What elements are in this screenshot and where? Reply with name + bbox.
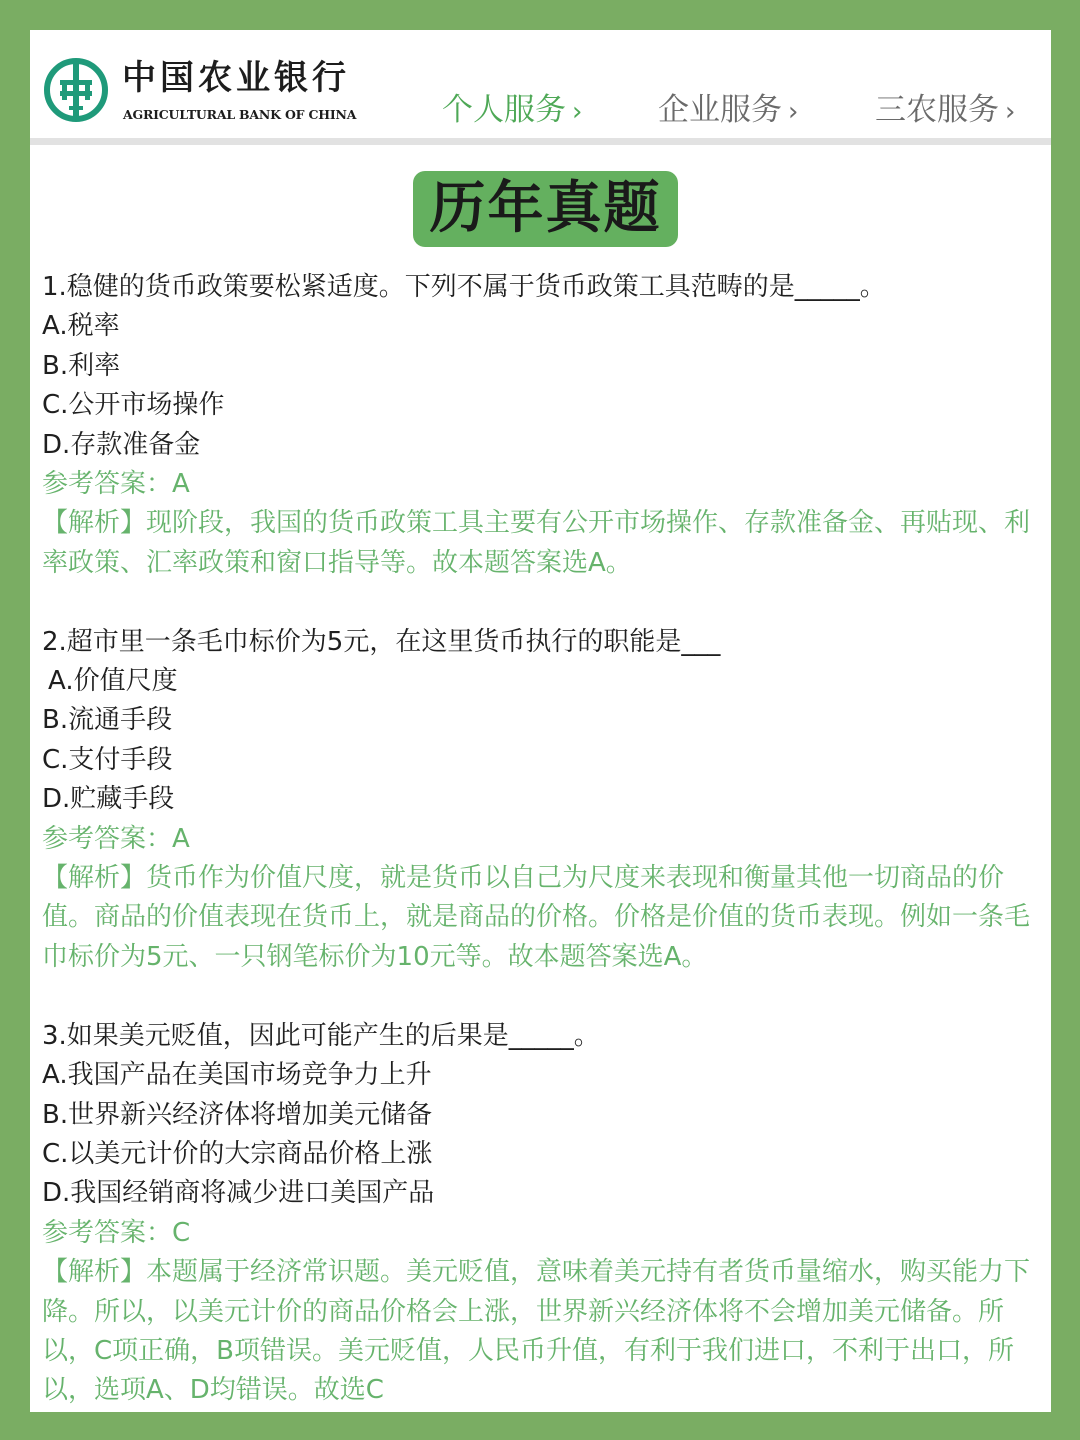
nav-rural-services[interactable] — [875, 90, 1015, 132]
reference-answer: 参考答案：A — [42, 469, 190, 500]
abc-logo-icon — [44, 58, 108, 122]
option-a: A.我国产品在美国市场竞争力上升 — [42, 1060, 432, 1091]
spacer — [42, 583, 1042, 622]
option-d: D.存款准备金 — [42, 429, 201, 460]
header — [30, 30, 1051, 140]
option-b: B.世界新兴经济体将增加美元储备 — [42, 1099, 433, 1130]
nav-label: 个人服务 — [442, 92, 566, 128]
content-card — [30, 30, 1051, 1412]
chevron-right-icon: › — [572, 97, 583, 127]
question-list — [42, 268, 1042, 1411]
nav-label: 企业服务 — [658, 92, 782, 128]
spacer — [42, 977, 1042, 1016]
analysis-text: 【解析】货币作为价值尺度，就是货币以自己为尺度来表现和衡量其他一切商品的价值。商品的价值表现在货币上，就是商品的价格。价格是价值的货币表现。例如一条毛巾标价为5元、一只钢笔标价为10元等。故本题答案选A。 — [42, 863, 1031, 972]
page-title: 历年真题 — [413, 171, 678, 247]
option-d: D.贮藏手段 — [42, 784, 175, 815]
option-a: A.税率 — [42, 311, 120, 342]
chevron-right-icon: › — [1005, 97, 1016, 127]
bank-name-cn: 中国农业银行 — [122, 58, 350, 98]
option-a: A.价值尺度 — [48, 666, 178, 697]
nav-corporate-services[interactable] — [658, 90, 798, 132]
option-b: B.流通手段 — [42, 705, 173, 736]
header-divider — [30, 138, 1051, 145]
analysis-text: 【解析】现阶段，我国的货币政策工具主要有公开市场操作、存款准备金、再贴现、利率政策、汇率政策和窗口指导等。故本题答案选A。 — [42, 508, 1031, 578]
analysis-text: 【解析】本题属于经济常识题。美元贬值，意味着美元持有者货币量缩水，购买能力下降。所以，以美元计价的商品价格会上涨，世界新兴经济体将不会增加美元储备。所以，C项正确，B项错误。美元贬值，人民币升值，有利于我们进口，不利于出口，所以，选项A、D均错误。故选C — [42, 1257, 1031, 1406]
question-1 — [42, 268, 1042, 583]
reference-answer: 参考答案：A — [42, 823, 190, 854]
chevron-right-icon: › — [788, 97, 799, 127]
nav-personal-services[interactable] — [442, 90, 582, 132]
question-3 — [42, 1017, 1042, 1411]
option-c: C.以美元计价的大宗商品价格上涨 — [42, 1138, 433, 1169]
option-b: B.利率 — [42, 350, 121, 381]
nav-label: 三农服务 — [875, 92, 999, 128]
question-stem: 3.如果美元贬值，因此可能产生的后果是_____。 — [42, 1020, 600, 1051]
question-stem: 1.稳健的货币政策要松紧适度。下列不属于货币政策工具范畴的是_____。 — [42, 272, 886, 302]
option-c: C.支付手段 — [42, 744, 173, 775]
option-d: D.我国经销商将减少进口美国产品 — [42, 1178, 435, 1209]
bank-name-en: AGRICULTURAL BANK OF CHINA — [123, 107, 357, 122]
reference-answer: 参考答案：C — [42, 1217, 191, 1248]
option-c: C.公开市场操作 — [42, 390, 225, 421]
question-stem: 2.超市里一条毛巾标价为5元，在这里货币执行的职能是___ — [42, 626, 721, 657]
question-2 — [42, 623, 1042, 978]
